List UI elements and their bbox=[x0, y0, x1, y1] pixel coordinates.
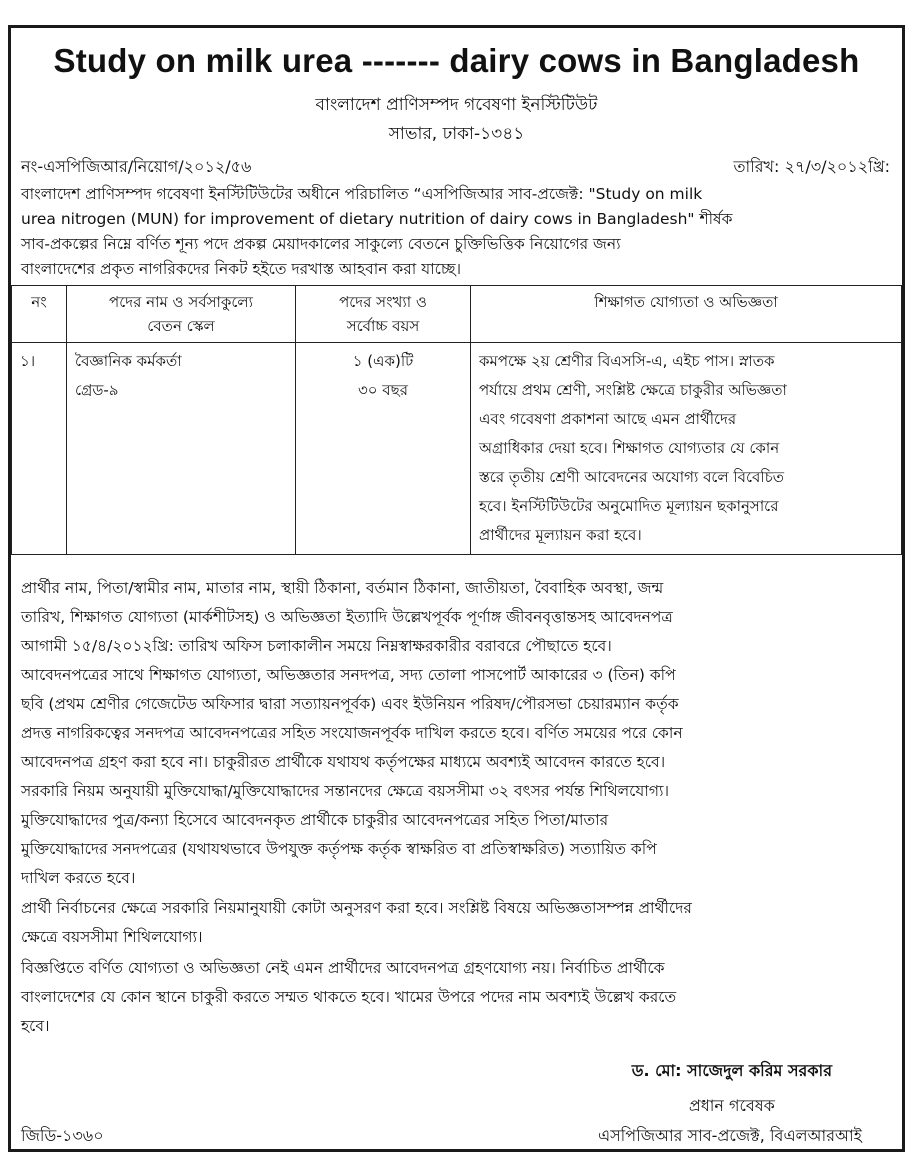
signatory-designation: প্রধান গবেষক bbox=[688, 1096, 775, 1115]
paragraph-line: তারিখ, শিক্ষাগত যোগ্যতা (মার্কশীটসহ) ও অভিজ্ঞতা ইত্যাদি উল্লেখপূর্বক পূর্ণাঙ্গ জীবনবৃত্তান্তসহ আবেদনপত্র bbox=[21, 608, 673, 626]
paragraph-line: দাখিল করতে হবে। bbox=[21, 869, 136, 887]
application-instructions bbox=[21, 574, 890, 893]
qualification-line: প্রার্থীদের মূল্যায়ন করা হবে। bbox=[479, 526, 642, 544]
memo-number: নং-এসপিজিআর/নিয়োগ/২০১২/৫৬ bbox=[21, 157, 252, 176]
row-qualification bbox=[471, 343, 902, 555]
intro-paragraph bbox=[21, 182, 890, 282]
signatory-name: ড. মো: সাজেদুল করিম সরকার bbox=[631, 1061, 832, 1080]
header-post-line: পদের নাম ও সর্বসাকুল্যে bbox=[109, 293, 253, 311]
paragraph-line: মুক্তিযোদ্ধাদের পুত্র/কন্যা হিসেবে আবেদনকৃত প্রার্থীকে চাকুরীর আবেদনপত্রের সহিত পিতা/মাতার bbox=[21, 811, 609, 829]
paragraph-line: বাংলাদেশের যে কোন স্থানে চাকুরী করতে সম্মত থাকতে হবে। খামের উপরে পদের নাম অবশ্যই উল্লেখ করতে bbox=[21, 988, 677, 1006]
paragraph-line: সরকারি নিয়ম অনুযায়ী মুক্তিযোদ্ধা/মুক্তিযোদ্ধাদের সন্তানদের ক্ষেত্রে বয়সসীমা ৩২ বৎসর পর্যন্ত শিথিলযোগ্য। bbox=[21, 782, 670, 800]
paragraph-line: আগামী ১৫/৪/২০১২খ্রি: তারিখ অফিস চলাকালীন সময়ে নিম্নস্বাক্ষরকারীর বরাবরে পৌছাতে হবে। bbox=[21, 637, 612, 655]
row-post bbox=[67, 343, 296, 555]
paragraph-line: প্রার্থী নির্বাচনের ক্ষেত্রে সরকারি নিয়মানুযায়ী কোটা অনুসরণ করা হবে। সংশ্লিষ্ট বিষয়ে অভিজ্ঞতাসম্পন্ন প্রার্থীদের bbox=[21, 899, 692, 917]
notice-title: Study on milk urea ------- dairy cows in Bangladesh bbox=[53, 42, 860, 79]
institute-name: বাংলাদেশ প্রাণিসম্পদ গবেষণা ইনস্টিটিউট bbox=[315, 95, 598, 115]
paragraph-line: আবেদনপত্রের সাথে শিক্ষাগত যোগ্যতা, অভিজ্ঞতার সনদপত্র, সদ্য তোলা পাসপোর্ট আকারের ৩ (তিন) কপি bbox=[21, 666, 676, 684]
qualification-line: স্তরে তৃতীয় শ্রেণী আবেদনের অযোগ্য বলে বিবেচিত bbox=[479, 468, 785, 486]
intro-line: বাংলাদেশ প্রাণিসম্পদ গবেষণা ইনস্টিটিউটের অধীনে পরিচালিত “এসপিজিআর সাব-প্রজেক্ট: "Study on milk bbox=[21, 185, 703, 203]
signatory-organization: এসপিজিআর সাব-প্রজেক্ট, বিএলআরআই bbox=[597, 1126, 862, 1145]
quota-paragraph bbox=[21, 894, 890, 952]
header-count bbox=[296, 286, 471, 343]
row-no: ১। bbox=[12, 343, 67, 555]
post-grade: গ্রেড-৯ bbox=[75, 381, 119, 399]
paragraph-line: আবেদনপত্র গ্রহণ করা হবে না। চাকুরীরত প্রার্থীকে যথাযথ কর্তৃপক্ষের মাধ্যমে অবশ্যই আবেদন কারতে হবে। bbox=[21, 753, 666, 771]
paragraph-line: মুক্তিযোদ্ধাদের সনদপত্রের (যথাযথভাবে উপযুক্ত কর্তৃপক্ষ কর্তৃক স্বাক্ষরিত বা প্রতিস্বাক্ষরিত) সত্যায়িত কপি bbox=[21, 840, 657, 858]
row-count bbox=[296, 343, 471, 555]
eligibility-paragraph bbox=[21, 954, 890, 1041]
header-qualification: শিক্ষাগত যোগ্যতা ও অভিজ্ঞতা bbox=[471, 286, 902, 343]
intro-line: বাংলাদেশের প্রকৃত নাগরিকদের নিকট হইতে দরখাস্ত আহবান করা যাচ্ছে। bbox=[21, 260, 462, 278]
table-header-row bbox=[12, 286, 902, 343]
institute-address: সাভার, ঢাকা-১৩৪১ bbox=[388, 124, 525, 144]
notice-frame bbox=[8, 25, 905, 1152]
vacancy-table bbox=[11, 285, 902, 555]
header-post-line: বেতন স্কেল bbox=[147, 317, 215, 335]
intro-line: urea nitrogen (MUN) for improvement of dietary nutrition of dairy cows in Bangladesh" শীর্ষক bbox=[21, 210, 733, 228]
paragraph-line: প্রদত্ত নাগরিকত্বের সনদপত্র আবেদনপত্রের সহিত সংযোজনপূর্বক দাখিল করতে হবে। বর্ণিত সময়ের পরে কোন bbox=[21, 724, 683, 742]
header-post bbox=[67, 286, 296, 343]
max-age: ৩০ বছর bbox=[358, 381, 408, 399]
paragraph-line: বিজ্ঞপ্তিতে বর্ণিত যোগ্যতা ও অভিজ্ঞতা নেই এমন প্রার্থীদের আবেদনপত্র গ্রহণযোগ্য নয়। নির্বাচিত প্রার্থীকে bbox=[21, 959, 665, 977]
qualification-line: কমপক্ষে ২য় শ্রেণীর বিএসসি-এ, এইচ পাস। স্নাতক bbox=[479, 352, 775, 370]
paragraph-line: প্রার্থীর নাম, পিতা/স্বামীর নাম, মাতার নাম, স্থায়ী ঠিকানা, বর্তমান ঠিকানা, জাতীয়তা, বৈবাহিক অবস্থা, জন্ম bbox=[21, 579, 664, 597]
post-count: ১ (এক)টি bbox=[352, 352, 414, 370]
signature-block bbox=[632, 1058, 832, 1120]
header-count-line: পদের সংখ্যা ও bbox=[339, 293, 427, 311]
paragraph-line: ক্ষেত্রে বয়সসীমা শিথিলযোগ্য। bbox=[21, 928, 203, 946]
intro-line: সাব-প্রকল্পের নিম্নে বর্ণিত শূন্য পদে প্রকল্প মেয়াদকালের সাকুল্যে বেতনে চুক্তিভিত্তিক নিয়োগের জন্য bbox=[21, 235, 621, 253]
post-title: বৈজ্ঞানিক কর্মকর্তা bbox=[75, 352, 182, 370]
table-row bbox=[12, 343, 902, 555]
notice-date: তারিখ: ২৭/৩/২০১২খ্রি: bbox=[733, 157, 890, 176]
qualification-line: এবং গবেষণা প্রকাশনা আছে এমন প্রার্থীদের bbox=[479, 410, 737, 428]
header-count-line: সর্বোচ্চ বয়স bbox=[346, 317, 420, 335]
gd-number: জিডি-১৩৬০ bbox=[21, 1126, 104, 1145]
header-no: নং bbox=[12, 286, 67, 343]
qualification-line: পর্যায়ে প্রথম শ্রেণী, সংশ্লিষ্ট ক্ষেত্রে চাকুরীর অভিজ্ঞতা bbox=[479, 381, 787, 399]
paragraph-line: ছবি (প্রথম শ্রেণীর গেজেটেড অফিসার দ্বারা সত্যায়নপূর্বক) এবং ইউনিয়ন পরিষদ/পৌরসভা চেয়ারম্যান কর্তৃক bbox=[21, 695, 679, 713]
qualification-line: হবে। ইনস্টিটিউটের অনুমোদিত মূল্যায়ন ছকানুসারে bbox=[479, 497, 779, 515]
qualification-line: অগ্রাধিকার দেয়া হবে। শিক্ষাগত যোগ্যতার যে কোন bbox=[479, 439, 780, 457]
paragraph-line: হবে। bbox=[21, 1017, 50, 1035]
